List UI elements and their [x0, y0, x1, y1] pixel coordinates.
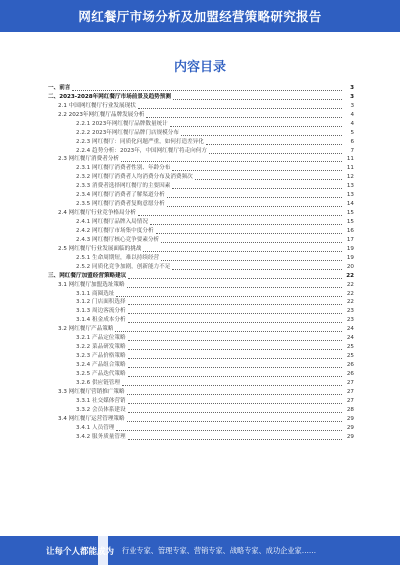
toc-leader-dots	[206, 144, 342, 145]
toc-entry[interactable]	[48, 370, 354, 379]
toc-entry-page: 13	[346, 183, 354, 190]
toc-entry-page: 23	[346, 308, 354, 315]
toc-leader-dots	[156, 233, 342, 234]
toc-entry-page: 28	[346, 406, 354, 413]
footer-tagline: 行业专家、管理专家、营销专家、战略专家、成功企业家……	[122, 546, 317, 555]
toc-entry-title: 2.3.4 网红餐厅消费者了解渠道分析	[76, 192, 165, 199]
toc-entry-title: 3.2.3 产品价格策略	[76, 353, 126, 360]
toc-entry-title: 2.2.4 趋势分析：2023年，中国网红餐厅将走向何方	[76, 147, 207, 154]
toc-entry[interactable]	[48, 138, 354, 147]
toc-entry-title: 2.5.2 同质化竞争加剧，创新能力不足	[76, 263, 171, 270]
toc-entry-page: 17	[346, 236, 354, 243]
toc-entry-page: 11	[346, 156, 354, 163]
toc-entry[interactable]	[48, 379, 354, 388]
toc-entry-page: 22	[346, 290, 354, 297]
toc-entry-page: 24	[346, 335, 354, 342]
toc-entry-page: 14	[346, 201, 354, 208]
toc-entry-page: 12	[346, 174, 354, 181]
toc-entry-title: 2.2.2 2023年网红餐厅品牌门店规模分布	[76, 129, 179, 136]
toc-entry-title: 2.4.2 网红餐厅市场集中度分析	[76, 227, 154, 234]
toc-entry-page: 26	[346, 370, 354, 377]
toc-leader-dots	[172, 269, 342, 270]
footer-slogan: 让每个人都能成为	[46, 547, 115, 557]
toc-leader-dots	[122, 385, 342, 386]
toc-entry-title: 2.1 中国网红餐厅行业发展现状	[58, 102, 136, 109]
toc-entry[interactable]	[48, 227, 354, 236]
toc-entry[interactable]	[48, 272, 354, 281]
toc-entry[interactable]	[48, 307, 354, 316]
toc-entry-title: 3.1.4 租金成本分析	[76, 317, 126, 324]
toc-leader-dots	[143, 251, 342, 252]
toc-leader-dots	[173, 99, 342, 100]
toc-entry-page: 16	[346, 227, 354, 234]
toc-entry[interactable]	[48, 147, 354, 156]
toc-leader-dots	[172, 188, 342, 189]
toc-entry[interactable]	[48, 156, 354, 165]
report-title: 网红餐厅市场分析及加盟经营策略研究报告	[78, 9, 322, 24]
toc-entry-title: 3.2.2 菜品研发策略	[76, 344, 126, 351]
toc-entry-title: 3.3.2 会员体系建设	[76, 406, 126, 413]
toc-leader-dots	[128, 367, 342, 368]
toc-leader-dots	[161, 260, 342, 261]
toc-leader-dots	[128, 376, 342, 377]
toc-entry[interactable]	[48, 406, 354, 415]
toc-entry-page: 22	[346, 299, 354, 306]
toc-entry[interactable]	[48, 200, 354, 209]
toc-entry-page: 23	[346, 317, 354, 324]
toc-entry[interactable]	[48, 191, 354, 200]
toc-entry-page: 19	[346, 245, 354, 252]
toc-leader-dots	[138, 215, 342, 216]
toc-leader-dots	[128, 322, 342, 323]
toc-leader-dots	[128, 313, 342, 314]
toc-entry[interactable]	[48, 254, 354, 263]
toc-entry-title: 3.2.6 供应链管理	[76, 379, 120, 386]
toc-leader-dots	[146, 117, 342, 118]
toc-entry-page: 19	[346, 254, 354, 261]
toc-entry[interactable]	[48, 325, 354, 334]
toc-entry-title: 3.1.2 门店面积选择	[76, 299, 126, 306]
toc-entry-page: 4	[350, 120, 354, 127]
toc-entry-page: 5	[350, 129, 354, 136]
toc-entry-page: 27	[346, 388, 354, 395]
toc-entry-page: 27	[346, 397, 354, 404]
toc-entry-title: 2.3.2 网红餐厅消费者人均消费分布及消费频次	[76, 174, 193, 181]
toc-entry[interactable]	[48, 182, 354, 191]
toc-entry-title: 二、2023-2028年网红餐厅市场前景及趋势预测	[48, 93, 171, 100]
toc-entry[interactable]	[48, 263, 354, 272]
toc-entry-title: 3.2.1 产品定位策略	[76, 335, 126, 342]
toc-leader-dots	[128, 340, 342, 341]
table-of-contents	[48, 84, 354, 442]
toc-leader-dots	[209, 153, 342, 154]
toc-leader-dots	[172, 170, 342, 171]
toc-leader-dots	[181, 135, 342, 136]
toc-heading: 内容目录	[173, 60, 226, 75]
toc-entry[interactable]	[48, 236, 354, 245]
toc-entry[interactable]	[48, 290, 354, 299]
header-banner	[0, 0, 400, 32]
toc-leader-dots	[150, 224, 342, 225]
toc-entry-page: 25	[346, 344, 354, 351]
toc-entry[interactable]	[48, 334, 354, 343]
toc-entry-title: 2.2 2023年网红餐厅品牌发展分析	[58, 111, 145, 118]
toc-entry[interactable]	[48, 415, 354, 424]
toc-entry[interactable]	[48, 209, 354, 218]
toc-entry-page: 29	[346, 424, 354, 431]
toc-leader-dots	[121, 161, 342, 162]
toc-entry-page: 26	[346, 362, 354, 369]
toc-entry-title: 3.2 网红餐厅产品策略	[58, 326, 114, 333]
toc-entry[interactable]	[48, 93, 354, 102]
toc-entry-title: 2.3.5 网红餐厅消费者复购意愿分析	[76, 201, 165, 208]
toc-leader-dots	[128, 412, 342, 413]
toc-entry[interactable]	[48, 120, 354, 129]
toc-entry[interactable]	[48, 352, 354, 361]
toc-entry-title: 3.4.2 服务质量管理	[76, 433, 126, 440]
toc-entry[interactable]	[48, 173, 354, 182]
toc-entry-page: 3	[350, 93, 354, 100]
toc-leader-dots	[128, 358, 342, 359]
toc-entry-title: 3.4 网红餐厅运营管理策略	[58, 415, 125, 422]
toc-entry-page: 24	[346, 326, 354, 333]
toc-entry-title: 3.1.1 商圈选址	[76, 290, 115, 297]
toc-entry-page: 29	[346, 433, 354, 440]
toc-entry-title: 2.5 网红餐厅行业发展面临的挑战	[58, 245, 142, 252]
toc-leader-dots	[127, 421, 342, 422]
toc-leader-dots	[116, 430, 342, 431]
toc-entry[interactable]	[48, 84, 354, 93]
toc-entry-page: 6	[350, 138, 354, 145]
toc-entry[interactable]	[48, 397, 354, 406]
toc-entry-page: 11	[346, 165, 354, 172]
toc-entry-page: 15	[346, 219, 354, 226]
toc-entry-title: 2.5.1 生命周期短，难以持续经营	[76, 254, 160, 261]
toc-entry-page: 22	[346, 281, 354, 288]
toc-entry-title: 3.4.1 人员管理	[76, 424, 115, 431]
toc-leader-dots	[170, 126, 342, 127]
toc-entry-page: 29	[346, 415, 354, 422]
toc-entry-page: 22	[346, 272, 354, 279]
toc-entry-title: 2.4.3 网红餐厅核心竞争要素分析	[76, 236, 160, 243]
toc-entry[interactable]	[48, 424, 354, 433]
toc-entry-page: 15	[346, 210, 354, 217]
toc-leader-dots	[128, 439, 342, 440]
toc-entry[interactable]	[48, 343, 354, 352]
toc-leader-dots	[138, 108, 342, 109]
toc-entry-title: 3.1 网红餐厅加盟选址策略	[58, 281, 125, 288]
toc-entry-page: 27	[346, 379, 354, 386]
toc-entry[interactable]	[48, 433, 354, 442]
toc-entry[interactable]	[48, 388, 354, 397]
toc-leader-dots	[195, 179, 342, 180]
toc-leader-dots	[128, 304, 342, 305]
toc-entry[interactable]	[48, 281, 354, 290]
toc-entry-title: 2.3.3 消费者选择网红餐厅的主要因素	[76, 183, 171, 190]
toc-entry[interactable]	[48, 164, 354, 173]
toc-entry[interactable]	[48, 361, 354, 370]
toc-entry[interactable]	[48, 299, 354, 308]
toc-leader-dots	[167, 197, 342, 198]
toc-entry-title: 3.2.5 产品迭代策略	[76, 370, 126, 377]
toc-leader-dots	[115, 331, 342, 332]
toc-entry-title: 2.3.1 网红餐厅消费者性别、年龄分布	[76, 165, 171, 172]
toc-leader-dots	[167, 206, 342, 207]
toc-entry-page: 13	[346, 192, 354, 199]
toc-entry-title: 2.2.1 2023年网红餐厅品牌数量统计	[76, 120, 168, 127]
toc-entry[interactable]	[48, 245, 354, 254]
toc-leader-dots	[72, 90, 342, 91]
toc-leader-dots	[128, 349, 342, 350]
toc-entry-title: 2.2.3 网红餐厅：同质化问题严重，如何打造差异化	[76, 138, 204, 145]
toc-entry[interactable]	[48, 129, 354, 138]
toc-entry[interactable]	[48, 102, 354, 111]
toc-leader-dots	[161, 242, 342, 243]
toc-entry-title: 3.1.3 周边客流分析	[76, 308, 126, 315]
toc-entry[interactable]	[48, 316, 354, 325]
toc-entry-title: 2.4.1 网红餐厅品牌入局情况	[76, 219, 148, 226]
toc-entry-page: 3	[350, 102, 354, 109]
toc-entry-page: 7	[350, 147, 354, 154]
toc-leader-dots	[116, 296, 342, 297]
toc-entry[interactable]	[48, 111, 354, 120]
toc-entry-page: 25	[346, 353, 354, 360]
toc-leader-dots	[127, 394, 342, 395]
toc-entry-title: 一、前言	[48, 84, 71, 91]
toc-leader-dots	[127, 287, 342, 288]
toc-entry-title: 2.3 网红餐厅消费者分析	[58, 156, 120, 163]
toc-leader-dots	[128, 403, 342, 404]
toc-entry-page: 3	[350, 84, 354, 91]
toc-entry-title: 3.3.1 社交媒体营销	[76, 397, 126, 404]
toc-entry-title: 2.4 网红餐厅行业竞争格局分析	[58, 210, 136, 217]
toc-entry-title: 3.3 网红餐厅营销推广策略	[58, 388, 125, 395]
toc-entry-title: 3.2.4 产品组合策略	[76, 362, 126, 369]
toc-entry-page: 20	[346, 263, 354, 270]
toc-entry[interactable]	[48, 218, 354, 227]
toc-entry-title: 三、网红餐厅加盟经营策略建议	[48, 272, 127, 279]
toc-leader-dots	[128, 278, 342, 279]
toc-entry-page: 4	[350, 111, 354, 118]
